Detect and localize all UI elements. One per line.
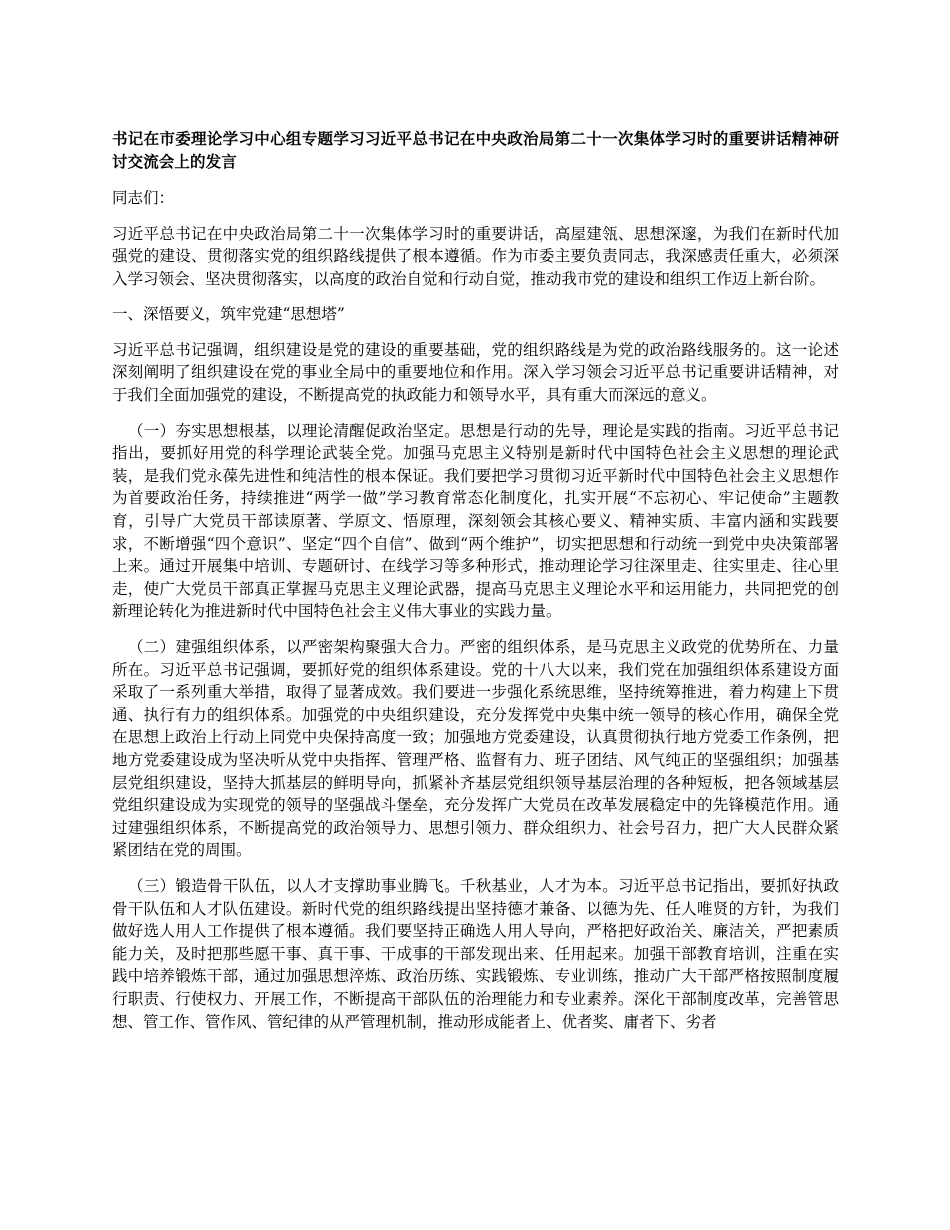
intro-paragraph: 习近平总书记在中央政治局第二十一次集体学习时的重要讲话，高屋建瓴、思想深邃，为我们在新时代加强党的建设、贯彻落实党的组织路线提供了根本遵循。作为市委主要负责同志，我深感责任重大，必须深入学习领会、坚决贯彻落实，以高度的政治自觉和行动自觉，推动我市党的建设和组织工作迈上新台阶。 bbox=[112, 224, 839, 288]
subsection-three-paragraph: （三）锻造骨干队伍，以人才支撑助事业腾飞。千秋基业，人才为本。习近平总书记指出，要抓好执政骨干队伍和人才队伍建设。新时代党的组织路线提出坚持德才兼备、以德为先、任人唯贤的方针，为我们做好选人用人工作提供了根本遵循。我们要坚持正确选人用人导向，严格把好政治关、廉洁关，严把素质能力关，及时把那些愿干事、真干事、干成事的干部发现出来、任用起来。加强干部教育培训，注重在实践中培养锻炼干部，通过加强思想淬炼、政治历练、实践锻炼、专业训练，推动广大干部严格按照制度履行职责、行使权力、开展工作，不断提高干部队伍的治理能力和专业素养。深化干部制度改革，完善管思想、管工作、管作风、管纪律的从严管理机制，推动形成能者上、优者奖、庸者下、劣者 bbox=[112, 876, 839, 1031]
section-heading-one: 一、深悟要义，筑牢党建“思想塔” bbox=[112, 305, 345, 324]
salutation: 同志们： bbox=[112, 189, 175, 207]
section-one-lead-paragraph: 习近平总书记强调，组织建设是党的建设的重要基础，党的组织路线是为党的政治路线服务的。这一论述深刻阐明了组织建设在党的事业全局中的重要地位和作用。深入学习领会习近平总书记重要讲话精神，对于我们全面加强党的建设，不断提高党的执政能力和领导水平，具有重大而深远的意义。 bbox=[112, 340, 839, 405]
document-content bbox=[112, 128, 839, 1046]
subsection-one-paragraph: （一）夯实思想根基，以理论清醒促政治坚定。思想是行动的先导，理论是实践的指南。习近平总书记指出，要抓好用党的科学理论武装全党。加强马克思主义特别是新时代中国特色社会主义思想的理论武装，是我们党永葆先进性和纯洁性的根本保证。我们要把学习贯彻习近平新时代中国特色社会主义思想作为首要政治任务，持续推进“两学一做”学习教育常态化制度化，扎实开展“不忘初心、牢记使命”主题教育，引导广大党员干部读原著、学原文、悟原理，深刻领会其核心要义、精神实质、丰富内涵和实践要求，不断增强“四个意识”、坚定“四个自信”、做到“两个维护”，切实把思想和行动统一到党中央决策部署上来。通过开展集中培训、专题研讨、在线学习等多种形式，推动理论学习往深里走、往实里走、往心里走，使广大党员干部真正掌握马克思主义理论武器，提高马克思主义理论水平和运用能力，共同把党的创新理论转化为推进新时代中国特色社会主义伟大事业的实践力量。 bbox=[112, 421, 839, 621]
subsection-two-paragraph: （二）建强组织体系，以严密架构聚强大合力。严密的组织体系，是马克思主义政党的优势所在、力量所在。习近平总书记强调，要抓好党的组织体系建设。党的十八大以来，我们党在加强组织体系建设方面采取了一系列重大举措，取得了显著成效。我们要进一步强化系统思维，坚持统筹推进，着力构建上下贯通、执行有力的组织体系。加强党的中央组织建设，充分发挥党中央集中统一领导的核心作用，确保全党在思想上政治上行动上同党中央保持高度一致；加强地方党委建设，认真贯彻执行地方党委工作条例，把地方党委建设成为坚决听从党中央指挥、管理严格、监督有力、班子团结、风气纯正的坚强组织；加强基层党组织建设，坚持大抓基层的鲜明导向，抓紧补齐基层党组织领导基层治理的各种短板，把各领域基层党组织建设成为实现党的领导的坚强战斗堡垒，充分发挥广大党员在改革发展稳定中的先锋模范作用。通过建强组织体系，不断提高党的政治领导力、思想引领力、群众组织力、社会号召力，把广大人民群众紧紧团结在党的周围。 bbox=[112, 638, 839, 860]
document-title: 书记在市委理论学习中心组专题学习习近平总书记在中央政治局第二十一次集体学习时的重要讲话精神研讨交流会上的发言 bbox=[112, 129, 839, 171]
